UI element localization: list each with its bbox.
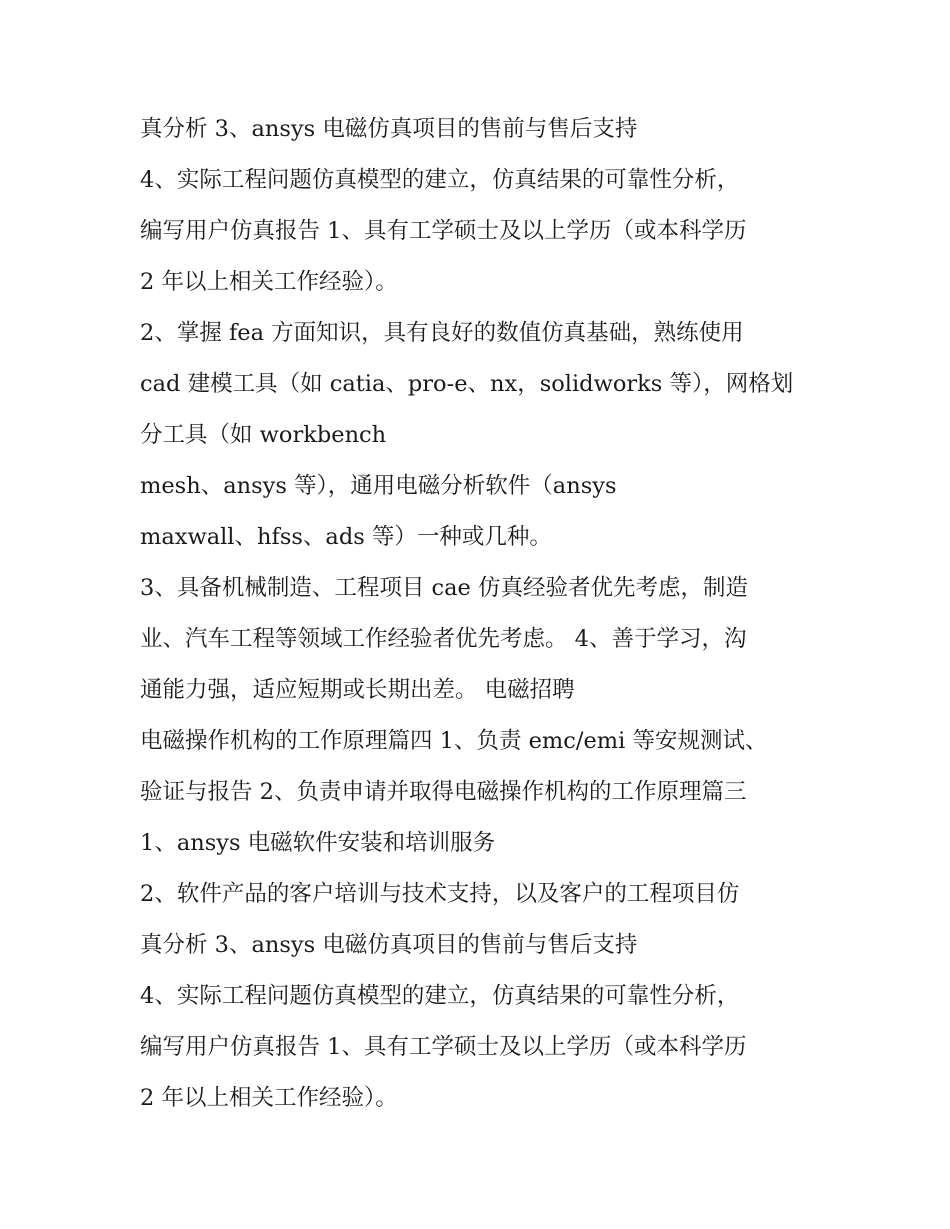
text-line: mesh、ansys 等），通用电磁分析软件（ansys [140, 473, 617, 499]
text-line: 2 年以上相关工作经验）。 [140, 1085, 398, 1111]
text-line: 2、掌握 fea 方面知识，具有良好的数值仿真基础，熟练使用 [140, 320, 744, 346]
text-line: 2、软件产品的客户培训与技术支持，以及客户的工程项目仿 [140, 881, 740, 907]
text-line: 2 年以上相关工作经验）。 [140, 269, 398, 295]
text-line: 4、实际工程问题仿真模型的建立，仿真结果的可靠性分析， [140, 983, 740, 1009]
text-line: 真分析 3、ansys 电磁仿真项目的售前与售后支持 [140, 116, 638, 142]
text-line: 验证与报告 2、负责申请并取得电磁操作机构的工作原理篇三 [140, 779, 747, 805]
text-line: 3、具备机械制造、工程项目 cae 仿真经验者优先考虑，制造 [140, 575, 748, 601]
text-line: 4、实际工程问题仿真模型的建立，仿真结果的可靠性分析， [140, 167, 740, 193]
document-body [140, 104, 820, 1124]
text-line: maxwall、hfss、ads 等）一种或几种。 [140, 524, 552, 550]
text-line: 业、汽车工程等领域工作经验者优先考虑。 4、善于学习，沟 [140, 626, 747, 652]
text-line: 编写用户仿真报告 1、具有工学硕士及以上学历（或本科学历 [140, 1034, 747, 1060]
text-line: 分工具（如 workbench [140, 422, 387, 448]
text-line: 真分析 3、ansys 电磁仿真项目的售前与售后支持 [140, 932, 638, 958]
text-line: cad 建模工具（如 catia、pro-e、nx，solidworks 等），网格划 [140, 371, 794, 397]
text-line: 通能力强，适应短期或长期出差。 电磁招聘 [140, 677, 575, 703]
text-line: 编写用户仿真报告 1、具有工学硕士及以上学历（或本科学历 [140, 218, 747, 244]
text-line: 1、ansys 电磁软件安装和培训服务 [140, 830, 496, 856]
text-line: 电磁操作机构的工作原理篇四 1、负责 emc/emi 等安规测试、 [140, 728, 768, 754]
